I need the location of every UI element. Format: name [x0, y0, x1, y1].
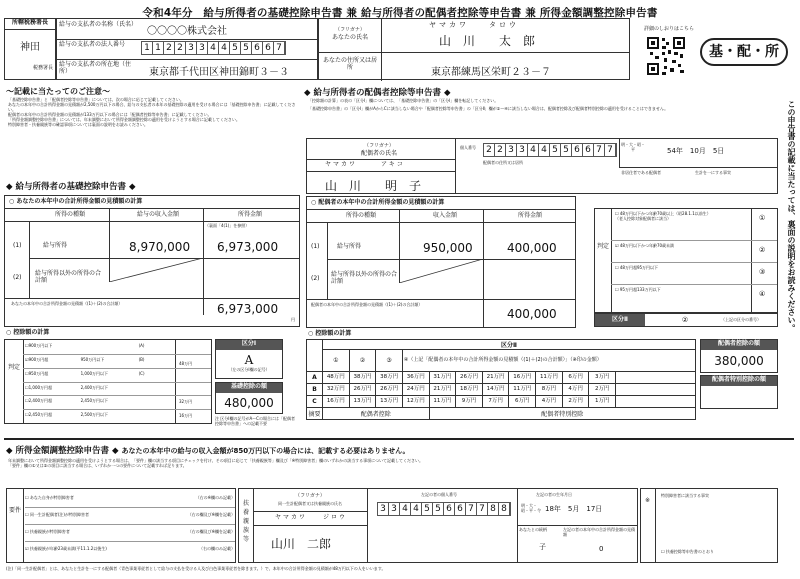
deduction-cell: 38万円 — [349, 372, 376, 384]
digit-box[interactable]: 8 — [488, 503, 499, 515]
basic-total-label: あなたの本年中の合計所得金額の見積額（(1)＋(2)の合計額） — [11, 301, 123, 306]
spouse-judge-label: 判定 — [597, 243, 610, 250]
spouse-row1-no: (1) — [311, 243, 320, 250]
spouse-total[interactable]: 400,000 — [507, 307, 557, 321]
spouse-row2-label: 給与所得以外の所得の合計額 — [331, 271, 398, 285]
spouse-class2-note: （上記の区分の番号） — [721, 317, 761, 322]
judge-text: 48万円以下かつ年齢70歳以上（昭28.1.1以前生） — [619, 211, 711, 216]
footer-label: 配偶者特別控除 — [429, 408, 695, 420]
adjust-req-3[interactable]: ☐ 扶養親族が特別障害者 （右の欄及び※欄を記載） — [25, 525, 235, 542]
digit-box[interactable]: 5 — [241, 42, 252, 54]
deduction-cell: 2万円 — [562, 396, 589, 408]
side-note: この申告書の記載に当たっては、裏面の説明をお読みください。 — [787, 100, 796, 332]
adjust-dep-box — [238, 488, 638, 563]
judge-no: ② — [759, 246, 766, 254]
deduction-cell: 12万円 — [402, 396, 429, 408]
spouse-deduction-grid — [306, 339, 696, 420]
digit-box[interactable]: 7 — [594, 144, 605, 156]
basic-col-amount: 所得金額 — [237, 211, 262, 218]
spouse-number-label: 個人番号 — [460, 145, 476, 150]
spouse-note-1: 「控除額の計算」の表の「区分Ⅰ」欄については、「基礎控除申告書」の「区分Ⅰ」欄を転記してください。 — [308, 98, 499, 103]
judge-note: （老人控除対象配偶者に該当） — [615, 216, 671, 221]
digit-box[interactable]: 7 — [477, 503, 488, 515]
range-to: 950万円以下 — [80, 356, 105, 362]
adjust-special-box — [640, 488, 778, 563]
basic-class-label: 区分Ⅰ — [216, 340, 282, 350]
adjust-dep-number[interactable] — [377, 502, 511, 516]
basic-ref-note: （裏面「4(1)」を参照） — [205, 223, 250, 228]
judge-text: 95万円超133万円以下 — [619, 287, 661, 292]
col-header: ③ — [376, 350, 403, 372]
deduction-cell: 11万円 — [536, 372, 563, 384]
col-header: ① — [323, 350, 350, 372]
class1-cell: B — [307, 384, 323, 396]
basic-judge-label: 判定 — [7, 364, 20, 371]
digit-box[interactable]: 2 — [175, 42, 186, 54]
adjust-furigana-label: （フリガナ） — [295, 493, 325, 499]
spouse-judge-row[interactable] — [615, 287, 749, 292]
tax-office-label: 所轄税務署長 — [5, 19, 55, 30]
basic-unit: 円 — [291, 317, 295, 322]
class1-cell: A — [307, 372, 323, 384]
deduction-cell: 7万円 — [482, 396, 509, 408]
employee-box — [318, 18, 630, 80]
adjust-notes — [8, 458, 788, 468]
class1-label — [307, 340, 323, 372]
deduction-cell: 1万円 — [589, 396, 616, 408]
employee-name[interactable]: 山 川 太 郎 — [439, 34, 536, 48]
digit-box[interactable]: 5 — [422, 503, 433, 515]
checkbox-checked-icon[interactable]: ☑ — [25, 356, 29, 362]
digit-box[interactable]: 4 — [208, 42, 219, 54]
digit-box[interactable]: 7 — [605, 144, 616, 156]
deduction-cell: 2万円 — [589, 384, 616, 396]
name-furigana[interactable]: ヤマカワ タロウ — [429, 21, 519, 29]
spouse-deduction-label: 配偶者控除の額 — [701, 340, 777, 350]
digit-box[interactable]: 5 — [230, 42, 241, 54]
spouse-total-label: 配偶者の本年中の合計所得金額の見積額（(1)＋(2)の合計額） — [311, 302, 423, 307]
deduction-cell: 9万円 — [456, 396, 483, 408]
checkbox-icon[interactable]: ☐ — [615, 211, 620, 216]
adjust-req-2[interactable]: ☐ 同一生計配偶者(注)が特別障害者 （右の欄及び※欄を記載） — [25, 508, 235, 525]
deduction-cell: 16万円 — [323, 396, 350, 408]
spouse-furigana[interactable]: ヤマカワ アキコ — [325, 161, 405, 168]
basic-deduction-table — [4, 339, 212, 424]
spouse-name[interactable]: 山 川 明 子 — [325, 179, 422, 193]
basic-class-box — [215, 339, 283, 379]
basic-row2-strike — [109, 258, 203, 282]
deduction-cell: 36万円 — [402, 372, 429, 384]
adjust-special-mark: ※ — [645, 497, 651, 504]
deduction-cell: 13万円 — [349, 396, 376, 408]
spouse-row2-strike — [399, 259, 483, 283]
basic-col-type: 所得の種類 — [54, 211, 85, 218]
spouse-class2-box — [594, 313, 778, 327]
payer-name-label: 給与の支払者の名称（氏名） — [59, 21, 138, 28]
digit-box[interactable]: 5 — [561, 144, 572, 156]
basic-title: ◆ 給与所得者の基礎控除申告書 ◆ — [6, 182, 136, 192]
basic-deduction-note: 注 区分Ⅰ欄の記号がA～Cの場合には「配偶者控除等申告書」への記載不要 — [215, 416, 295, 426]
spouse-row1-income[interactable]: 950,000 — [423, 241, 473, 255]
digit-box[interactable]: 7 — [466, 503, 477, 515]
deduction-cell: 3万円 — [589, 372, 616, 384]
employee-address[interactable]: 東京都練馬区栄町２３－７ — [431, 67, 551, 78]
deduction-cell: 26万円 — [376, 384, 403, 396]
adjust-req-label: 要件 — [9, 507, 22, 514]
tax-office-suffix: 税務署長 — [32, 65, 53, 71]
spouse-special-box — [700, 375, 778, 409]
basic-col-income: 給与の収入金額 — [136, 211, 179, 218]
digit-box[interactable]: 6 — [444, 503, 455, 515]
spouse-deduction-value[interactable]: 380,000 — [714, 354, 764, 368]
deduction-cell: 8万円 — [536, 384, 563, 396]
class2-header: 区分Ⅱ — [323, 340, 696, 350]
checkbox-icon[interactable]: ☐ — [615, 265, 620, 270]
spouse-class2-value[interactable]: ② — [681, 316, 689, 324]
spouse-note-2: 「基礎控除申告書」の「区分Ⅰ」欄がAからCに該当しない場合や「配偶者控除等申告書」の「区分Ⅱ」欄が①～④に該当しない場合は、配偶者控除及び配偶者特別控除の適用を受けることはできません。 — [308, 106, 669, 111]
deduction-cell: 6万円 — [562, 372, 589, 384]
checkbox-3-icon[interactable]: ☐ — [25, 529, 29, 534]
digit-box[interactable]: 3 — [506, 144, 517, 156]
class1-cell: C — [307, 396, 323, 408]
note-3: 特別障害者・扶養親族等の確認事項については裏面の説明をお読みください。 — [8, 122, 148, 127]
spouse-judge-row[interactable] — [615, 265, 749, 270]
range-from: 900万円超 — [28, 356, 49, 362]
adjust-relation[interactable]: 子 — [539, 543, 546, 551]
digit-box[interactable]: 1 — [142, 42, 153, 54]
checkbox-2-icon[interactable]: ☐ — [25, 512, 29, 517]
basic-deduction-box — [215, 382, 283, 414]
adjust-birth[interactable]: 18年 5月 17日 — [545, 505, 603, 513]
basic-calc-title: ○ あなたの本年中の合計所得金額の見積額の計算 — [9, 198, 143, 205]
checkbox-icon[interactable]: ☐ — [25, 370, 29, 376]
note-2: 「所得金額調整控除申告書」については、年末調整において所得金額調整控除の適用を受けようとする場合に記載してください。 — [8, 117, 240, 122]
digit-box[interactable]: 7 — [274, 42, 285, 54]
spouse-furigana-label: （フリガナ） — [364, 143, 394, 149]
deduction-cell: 6万円 — [509, 396, 536, 408]
basic-deduction-title: ○ 控除額の計算 — [6, 329, 50, 336]
basic-row2-no: (2) — [13, 274, 22, 281]
qr-label: 詳細のしおりはこちら — [644, 26, 695, 32]
deduction-cell: 26万円 — [456, 372, 483, 384]
deduction-cell: 14万円 — [482, 384, 509, 396]
judge-text: 48万円以下かつ年齢70歳未満 — [619, 243, 675, 248]
payer-number-label: 給与の支払者の法人番号 — [59, 41, 126, 48]
footer-label: 摘要 — [307, 408, 323, 420]
spouse-name-label: 配偶者の氏名 — [360, 150, 397, 157]
adjust-note-1: 年末調整において所得金額調整控除の適用を受けようとする場合は、「要件」欄の該当する項目にチェックを付け、その項目に応じて「扶養親族等」欄及び「※特別障害者」欄のいずれかの該当する事項について記載してください。 — [8, 458, 423, 463]
row-mark: (C) — [138, 370, 145, 376]
deduction-cell: 21万円 — [482, 372, 509, 384]
spouse-info-box — [306, 138, 778, 194]
range-from: 2,400万円超 — [28, 398, 53, 404]
note-1b: 配偶者の本年中の合計所得金額の見積額が133万円以下の場合には「配偶者控除等申告書」に記載してください。 — [8, 112, 212, 117]
spouse-deduction-title: ○ 控除額の計算 — [308, 330, 352, 337]
basic-total[interactable]: 6,973,000 — [217, 302, 279, 316]
range-from: 900万円以下 — [28, 343, 53, 348]
payer-address-label: 給与の支払者の所在地（住所） — [59, 61, 132, 75]
range-from: 1,000万円超 — [28, 384, 53, 390]
deduction-cell: 24万円 — [402, 384, 429, 396]
blank-cell — [616, 396, 696, 408]
notes-body — [8, 97, 298, 127]
range-to: 2,400万円以下 — [80, 384, 109, 390]
checkbox-4-checked-icon[interactable]: ☑ — [25, 546, 29, 551]
blank-cell — [616, 384, 696, 396]
checkbox-icon[interactable]: ☐ — [25, 398, 29, 404]
spouse-number[interactable] — [483, 143, 617, 157]
basic-row1-label: 給与所得 — [43, 242, 68, 249]
spouse-nonresident-label: 非居住者である配偶者 — [621, 170, 661, 175]
deduction-cell: 4万円 — [562, 384, 589, 396]
digit-box[interactable]: 5 — [550, 144, 561, 156]
digit-box[interactable]: 3 — [197, 42, 208, 54]
deduction-amount: 32万円 — [179, 399, 193, 405]
payer-number[interactable] — [141, 41, 286, 55]
checkbox-icon[interactable]: ☐ — [661, 549, 665, 554]
basic-row1-amount[interactable]: 6,973,000 — [217, 240, 279, 254]
digit-box[interactable]: 3 — [517, 144, 528, 156]
judge-no: ① — [759, 214, 766, 222]
digit-box[interactable]: 2 — [164, 42, 175, 54]
adjust-relation-label: あなたとの続柄 — [519, 527, 547, 532]
checkbox-icon[interactable]: ☐ — [25, 384, 29, 390]
deduction-cell: 26万円 — [349, 384, 376, 396]
tax-office-value[interactable]: 神田 — [20, 42, 40, 53]
digit-box[interactable]: 4 — [400, 503, 411, 515]
spouse-address-label: 配偶者の住所又は居所 — [483, 160, 523, 165]
checkbox-icon[interactable]: ☐ — [615, 287, 620, 292]
range-to: 2,500万円以下 — [80, 412, 109, 418]
adjust-req-box — [6, 488, 236, 563]
furigana-label: （フリガナ） — [335, 27, 365, 33]
adjust-footer: (注)「同一生計配偶者」とは、あなたと生計を一にする配偶者（青色事業専従者として給与の支払を受ける人及び白色事業専従者を除きます。）で、本年中の合計所得金額の見積額が48万円以下の人をいいます。 — [6, 566, 386, 571]
spouse-row1-amount[interactable]: 400,000 — [507, 241, 557, 255]
checkbox-1-icon[interactable]: ☐ — [25, 495, 29, 500]
digit-box[interactable]: 3 — [389, 503, 400, 515]
adjust-dep-furigana[interactable]: ヤマカワ ジロウ — [275, 514, 348, 521]
basic-class-value[interactable]: A — [244, 353, 254, 367]
range-from: 950万円超 — [28, 370, 49, 376]
spouse-birth-era: 明・大・昭・平 — [621, 142, 645, 152]
deduction-cell: 21万円 — [429, 384, 456, 396]
digit-box[interactable]: 8 — [499, 503, 510, 515]
digit-box[interactable]: 4 — [528, 144, 539, 156]
range-from: 2,450万円超 — [28, 412, 53, 418]
digit-box[interactable]: 3 — [186, 42, 197, 54]
spouse-col-type: 所得の種類 — [345, 212, 376, 219]
judge-no: ③ — [759, 268, 766, 276]
spouse-calc-title: ○ 配偶者の本年中の合計所得金額の見積額の計算 — [311, 199, 445, 206]
adjust-dep-name[interactable]: 山川 二郎 — [271, 537, 332, 551]
digit-box[interactable]: 6 — [455, 503, 466, 515]
adjust-title: ◆ 所得金額調整控除申告書 ◆ あなたの本年中の給与の収入金額が850万円以下の場合には、記載する必要はありません。 — [6, 446, 410, 456]
deduction-cell: 18万円 — [456, 384, 483, 396]
adjust-req-4[interactable]: ☑ 扶養親族が年齢23歳未満(平11.1.2以後生) （右の欄のみ記載） — [25, 546, 235, 551]
digit-box[interactable]: 3 — [378, 503, 389, 515]
adjust-req-list — [25, 491, 235, 559]
basic-deduction-label: 基礎控除の額 — [216, 383, 282, 393]
adjust-income-label: 左記の者の本年中の合計所得金額の見積額 — [563, 527, 635, 537]
deduction-cell: 11万円 — [509, 384, 536, 396]
basic-row1-no: (1) — [13, 242, 22, 249]
blank-cell — [616, 372, 696, 384]
spouse-remit-label: 生計を一にする事実 — [695, 170, 731, 175]
range-to: 2,450万円以下 — [80, 398, 109, 404]
payer-name[interactable]: 〇〇〇〇株式会社 — [147, 26, 227, 37]
spouse-notes — [308, 98, 778, 111]
digit-box[interactable]: 6 — [583, 144, 594, 156]
adjust-note-2: 「要件」欄の①又は②の項目に該当する場合は、いずれか一つの要件について記載すれば足ります。 — [8, 463, 187, 468]
basic-row1-income[interactable]: 8,970,000 — [129, 240, 191, 254]
digit-box[interactable]: 2 — [495, 144, 506, 156]
tax-office-box — [4, 18, 56, 80]
note-1: 「基礎控除申告書」と「配偶者控除等申告書」については、次の場合に応じて記載してください。 — [8, 97, 184, 102]
deduction-cell: 13万円 — [376, 396, 403, 408]
digit-box[interactable]: 6 — [252, 42, 263, 54]
spouse-deduction-box — [700, 339, 778, 373]
footer-label: 配偶者控除 — [323, 408, 430, 420]
payer-box — [56, 18, 318, 80]
qr-code-icon[interactable] — [646, 36, 686, 76]
spouse-col-income: 収入金額 — [432, 212, 457, 219]
basic-row2-label: 給与所得以外の所得の合計額 — [35, 270, 102, 284]
checkbox-checked-icon[interactable]: ☑ — [615, 243, 620, 248]
adjust-dep-number-label: 左記の者の個人番号 — [421, 492, 457, 497]
spouse-judge-row[interactable] — [615, 211, 749, 221]
spouse-judge-row[interactable] — [615, 243, 749, 248]
deduction-cell: 11万円 — [429, 396, 456, 408]
deduction-cell: 32万円 — [323, 384, 350, 396]
judge-text: 48万円超95万円以下 — [619, 265, 659, 270]
basic-deduction-row[interactable] — [25, 412, 175, 426]
basic-calc-box — [4, 195, 300, 327]
spouse-title: ◆ 給与所得者の配偶者控除等申告書 ◆ — [304, 88, 451, 98]
adjust-birth-era: 明・大・昭・平・令 — [521, 503, 541, 513]
form-type-badge: 基・配・所 — [700, 38, 788, 66]
adjust-birth-label: 左記の者の生年月日 — [536, 492, 572, 497]
row-mark: (B) — [138, 356, 145, 362]
adjust-req-1[interactable]: ☐ あなた自身が特別障害者 （右の※欄のみ記載） — [25, 491, 235, 508]
basic-class-note: （左の区分Ⅰ欄の記号） — [228, 367, 270, 372]
range-to: 1,000万円以下 — [80, 370, 109, 376]
digit-box[interactable]: 6 — [263, 42, 274, 54]
digit-box[interactable]: 4 — [539, 144, 550, 156]
basic-deduction-value[interactable]: 480,000 — [224, 396, 274, 410]
form-title: 令和4年分 給与所得者の基礎控除申告書 兼 給与所得者の配偶者控除等申告書 兼 所得金額調整控除申告書 — [142, 7, 658, 19]
col-header: ④（上記「配偶者の本年中の合計所得金額の見積額（(1)＋(2)の合計額）」（※印の金額） — [402, 350, 695, 372]
deduction-cell: 31万円 — [429, 372, 456, 384]
digit-box[interactable]: 6 — [572, 144, 583, 156]
adjust-special-label: 特別障害者に該当する事実 — [661, 493, 709, 498]
payer-address[interactable]: 東京都千代田区神田錦町３－３ — [149, 67, 289, 78]
name-label: あなたの氏名 — [331, 34, 368, 41]
spouse-calc-box — [306, 196, 576, 328]
adjust-income[interactable]: 0 — [599, 545, 604, 553]
spouse-row2-no: (2) — [311, 275, 320, 282]
digit-box[interactable]: 1 — [153, 42, 164, 54]
deduction-cell: 38万円 — [376, 372, 403, 384]
col-header: ② — [349, 350, 376, 372]
digit-box[interactable]: 5 — [433, 503, 444, 515]
judge-no: ④ — [759, 290, 766, 298]
deduction-cell: 48万円 — [323, 372, 350, 384]
digit-box[interactable]: 4 — [219, 42, 230, 54]
note-1a: あなたの本年中の合計所得金額の見積額が2,500万円以下の場合、給与の支払者の本年の基礎控除の適用を受ける場合には「基礎控除申告書」に記載してください。 — [8, 102, 296, 112]
deduction-cell: 16万円 — [509, 372, 536, 384]
spouse-class2-label: 区分Ⅱ — [595, 314, 645, 326]
deduction-amount: 48万円 — [179, 360, 193, 366]
deduction-cell: 4万円 — [536, 396, 563, 408]
checkbox-icon[interactable]: ☐ — [25, 412, 29, 418]
spouse-birth[interactable]: 54年 10月 5日 — [667, 147, 725, 155]
adjust-check-label[interactable]: ☐ 扶養控除等申告書のとおり — [661, 549, 714, 554]
spouse-judge-box — [594, 208, 778, 313]
spouse-special-label: 配偶者特別控除の額 — [701, 376, 777, 386]
address-label: あなたの住所又は居所 — [322, 57, 377, 71]
digit-box[interactable]: 4 — [411, 503, 422, 515]
adjust-subtitle: あなたの本年中の給与の収入金額が850万円以下の場合には、記載する必要はありません。 — [121, 447, 410, 455]
checkbox-icon[interactable]: ☐ — [25, 343, 29, 348]
row-mark: (A) — [138, 343, 145, 348]
digit-box[interactable]: 2 — [484, 144, 495, 156]
adjust-dep-label: 扶養親族等 — [242, 500, 249, 543]
spouse-row1-label: 給与所得 — [337, 243, 362, 250]
adjust-dep-name-label: 同一生計配偶者又は扶養親族の氏名 — [278, 501, 342, 506]
notes-title: ～記載に当たってのご注意～ — [6, 87, 110, 96]
spouse-col-amount: 所得金額 — [517, 212, 542, 219]
deduction-amount: 16万円 — [179, 413, 193, 419]
spouse-deduction-table — [306, 339, 696, 420]
